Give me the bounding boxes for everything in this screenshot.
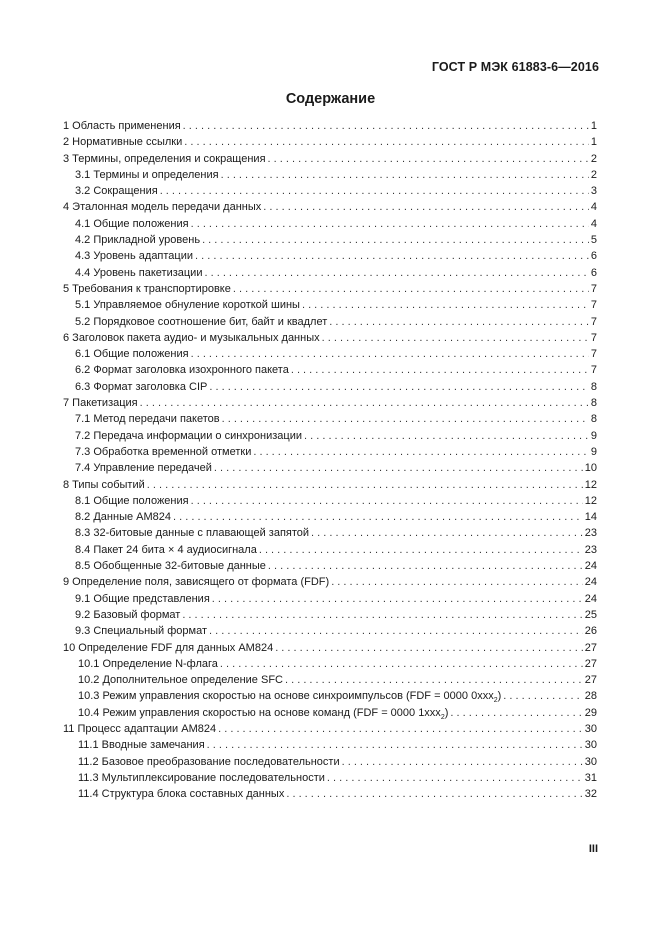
toc-leader-dots	[209, 623, 583, 639]
toc-leader-dots	[331, 574, 583, 590]
toc-leader-dots	[184, 134, 589, 150]
toc-entry-label: 10.3 Режим управления скоростью на основе синхроимпульсов (FDF = 0000 0xxx$_2$)	[78, 690, 502, 705]
toc-entry-page: 14	[584, 511, 597, 524]
toc-entry-page: 30	[584, 755, 597, 768]
toc-entry[interactable]	[63, 574, 597, 590]
toc-entry[interactable]	[63, 525, 597, 541]
toc-entry-page: 7	[590, 331, 597, 344]
toc-entry[interactable]	[63, 623, 597, 639]
toc-entry[interactable]	[63, 151, 597, 167]
toc-entry-label: 4.2 Прикладной уровень	[75, 234, 201, 247]
toc-entry-label: 11.4 Структура блока составных данных	[78, 788, 285, 801]
toc-entry-page: 31	[584, 771, 597, 784]
toc-leader-dots	[218, 721, 583, 737]
toc-entry-label: 7 Пакетизация	[63, 397, 138, 410]
toc-leader-dots	[263, 199, 589, 215]
toc-leader-dots	[302, 297, 589, 313]
toc-entry-label: 11 Процесс адаптации AM824	[63, 722, 217, 735]
toc-entry-page: 8	[590, 397, 597, 410]
toc-entry-label: 9.1 Общие представления	[75, 592, 210, 605]
toc-entry[interactable]	[63, 183, 597, 199]
toc-leader-dots	[209, 379, 589, 395]
toc-entry[interactable]	[63, 395, 597, 411]
toc-leader-dots	[191, 493, 583, 509]
toc-entry-label: 8.4 Пакет 24 бита × 4 аудиосигнала	[75, 543, 257, 556]
toc-leader-dots	[202, 232, 589, 248]
toc-entry[interactable]	[63, 509, 597, 525]
toc-entry[interactable]	[63, 428, 597, 444]
toc-entry[interactable]	[63, 281, 597, 297]
toc-entry-page: 27	[584, 657, 597, 670]
toc-leader-dots	[233, 281, 589, 297]
toc-entry-label: 8 Типы событий	[63, 478, 145, 491]
toc-entry[interactable]	[63, 721, 597, 737]
page-title: Содержание	[285, 91, 376, 107]
toc-leader-dots	[182, 607, 582, 623]
toc-entry-page: 2	[590, 152, 597, 165]
toc-entry[interactable]	[63, 379, 597, 395]
toc-leader-dots	[304, 428, 589, 444]
toc-leader-dots	[220, 656, 583, 672]
toc-entry-label: 5.2 Порядковое соотношение бит, байт и квадлет	[75, 315, 328, 328]
toc-entry-label: 8.1 Общие положения	[75, 494, 189, 507]
toc-leader-dots	[322, 330, 589, 346]
toc-entry-label: 10.2 Дополнительное определение SFC	[78, 674, 283, 687]
toc-leader-dots	[291, 362, 589, 378]
toc-entry-page: 1	[590, 136, 597, 149]
toc-leader-dots	[214, 460, 583, 476]
toc-leader-dots	[207, 737, 583, 753]
toc-entry[interactable]	[63, 216, 597, 232]
toc-entry-page: 2	[590, 168, 597, 181]
toc-entry[interactable]	[63, 346, 597, 362]
toc-entry-page: 29	[584, 706, 597, 719]
toc-entry[interactable]	[63, 640, 597, 656]
toc-entry-page: 28	[584, 690, 597, 703]
toc-entry[interactable]	[63, 786, 597, 802]
toc-entry[interactable]	[63, 542, 597, 558]
toc-entry-page: 8	[590, 413, 597, 426]
toc-entry[interactable]	[63, 362, 597, 378]
toc-entry-label: 3.1 Термины и определения	[75, 168, 219, 181]
toc-entry-page: 24	[584, 592, 597, 605]
toc-entry-page: 5	[590, 234, 597, 247]
toc-leader-dots	[327, 770, 583, 786]
toc-entry-page: 9	[590, 429, 597, 442]
toc-entry-page: 6	[590, 250, 597, 263]
toc-entry-page: 30	[584, 722, 597, 735]
toc-entry-label: 4 Эталонная модель передачи данных	[63, 201, 262, 214]
toc-entry-page: 7	[590, 282, 597, 295]
toc-entry-label: 6.1 Общие положения	[75, 348, 189, 361]
toc-entry-page: 32	[584, 788, 597, 801]
toc-entry[interactable]	[63, 444, 597, 460]
toc-entry-label: 5.1 Управляемое обнуление короткой шины	[75, 299, 300, 312]
toc-entry-label: 3 Термины, определения и сокращения	[63, 152, 266, 165]
toc-entry[interactable]	[63, 411, 597, 427]
toc-leader-dots	[285, 672, 583, 688]
toc-entry-page: 6	[590, 266, 597, 279]
toc-entry-label: 6.3 Формат заголовка CIP	[75, 380, 208, 393]
toc-entry-label: 4.4 Уровень пакетизации	[75, 266, 203, 279]
toc-entry-page: 25	[584, 608, 597, 621]
page-number: III	[588, 843, 598, 855]
toc-leader-dots	[147, 477, 583, 493]
toc-leader-dots	[503, 688, 582, 704]
toc-leader-dots	[140, 395, 589, 411]
toc-entry-page: 24	[584, 576, 597, 589]
toc-entry-page: 23	[584, 543, 597, 556]
toc-leader-dots	[342, 754, 583, 770]
toc-entry[interactable]	[63, 167, 597, 183]
toc-entry-page: 7	[590, 315, 597, 328]
toc-entry[interactable]	[63, 493, 597, 509]
toc-leader-dots	[173, 509, 583, 525]
toc-entry[interactable]	[63, 134, 597, 150]
toc-leader-dots	[191, 216, 589, 232]
toc-entry[interactable]	[63, 770, 597, 786]
toc-entry-page: 27	[584, 641, 597, 654]
toc-leader-dots	[259, 542, 583, 558]
document-code: ГОСТ Р МЭК 61883-6—2016	[431, 60, 599, 74]
toc-entry-label: 9.3 Специальный формат	[75, 625, 208, 638]
toc-entry[interactable]	[63, 265, 597, 281]
toc-entry-page: 7	[590, 348, 597, 361]
toc-leader-dots	[253, 444, 589, 460]
toc-entry-label: 11.1 Вводные замечания	[78, 739, 205, 752]
toc-entry[interactable]	[63, 607, 597, 623]
toc-entry-page: 7	[590, 364, 597, 377]
toc-entry-page: 23	[584, 527, 597, 540]
toc-leader-dots	[160, 183, 589, 199]
toc-entry[interactable]	[63, 297, 597, 313]
toc-leader-dots	[450, 705, 582, 721]
toc-entry-label: 11.2 Базовое преобразование последовательности	[78, 755, 340, 768]
toc-entry-label: 8.3 32-битовые данные с плавающей запятой	[75, 527, 310, 540]
toc-entry-label: 11.3 Мультиплексирование последовательности	[78, 771, 325, 784]
toc-entry-page: 26	[584, 625, 597, 638]
toc-entry[interactable]	[63, 330, 597, 346]
toc-leader-dots	[195, 248, 589, 264]
toc-entry-label: 10 Определение FDF для данных AM824	[63, 641, 274, 654]
toc-entry[interactable]	[63, 314, 597, 330]
toc-entry[interactable]	[63, 656, 597, 672]
toc-entry-label: 7.4 Управление передачей	[75, 462, 212, 475]
toc-entry-label: 4.3 Уровень адаптации	[75, 250, 194, 263]
toc-leader-dots	[275, 640, 583, 656]
toc-entry-label: 1 Область применения	[63, 120, 181, 132]
toc-leader-dots	[268, 151, 589, 167]
toc-leader-dots	[222, 411, 589, 427]
toc-entry-label: 6.2 Формат заголовка изохронного пакета	[75, 364, 289, 377]
toc-entry[interactable]	[63, 591, 597, 607]
toc-leader-dots	[191, 346, 589, 362]
toc-entry[interactable]	[63, 705, 597, 721]
toc-entry-label: 7.2 Передача информации о синхронизации	[75, 429, 302, 442]
toc-entry-label: 4.1 Общие положения	[75, 217, 189, 230]
toc-entry-label: 7.3 Обработка временной отметки	[75, 445, 252, 458]
toc-entry[interactable]	[63, 558, 597, 574]
toc-entry-page: 10	[584, 462, 597, 475]
toc-leader-dots	[221, 167, 589, 183]
toc-entry-label: 10.4 Режим управления скоростью на основе команд (FDF = 0000 1xxx$_2$)	[78, 706, 449, 721]
toc-entry-label: 3.2 Сокращения	[75, 185, 158, 198]
table-of-contents	[63, 118, 597, 802]
toc-entry-label: 9.2 Базовый формат	[75, 608, 181, 621]
toc-entry-page: 27	[584, 674, 597, 687]
toc-entry-page: 24	[584, 560, 597, 573]
toc-entry-label: 2 Нормативные ссылки	[63, 136, 183, 149]
toc-entry-page: 8	[590, 380, 597, 393]
toc-entry-label: 8.2 Данные AM824	[75, 511, 171, 524]
toc-entry[interactable]	[63, 672, 597, 688]
toc-entry-page: 12	[584, 494, 597, 507]
toc-entry-label: 9 Определение поля, зависящего от формата (FDF)	[63, 576, 330, 589]
toc-entry-page: 7	[590, 299, 597, 312]
toc-entry-label: 5 Требования к транспортировке	[63, 282, 231, 295]
toc-leader-dots	[204, 265, 588, 281]
toc-entry[interactable]	[63, 688, 597, 704]
toc-entry[interactable]	[63, 754, 597, 770]
toc-entry[interactable]	[63, 477, 597, 493]
toc-leader-dots	[311, 525, 583, 541]
toc-entry-page: 4	[590, 201, 597, 214]
toc-entry-label: 10.1 Определение N-флага	[78, 657, 218, 670]
toc-leader-dots	[183, 118, 589, 134]
toc-entry-page: 30	[584, 739, 597, 752]
toc-entry-page: 1	[590, 120, 597, 132]
toc-leader-dots	[286, 786, 582, 802]
toc-entry[interactable]	[63, 118, 597, 134]
toc-leader-dots	[329, 314, 589, 330]
toc-entry-label: 8.5 Обобщенные 32-битовые данные	[75, 560, 266, 573]
toc-entry-page: 4	[590, 217, 597, 230]
toc-entry-page: 9	[590, 445, 597, 458]
toc-entry[interactable]	[63, 460, 597, 476]
toc-entry-page: 12	[584, 478, 597, 491]
toc-entry-page: 3	[590, 185, 597, 198]
toc-entry[interactable]	[63, 737, 597, 753]
toc-leader-dots	[268, 558, 583, 574]
toc-leader-dots	[212, 591, 583, 607]
toc-entry[interactable]	[63, 199, 597, 215]
toc-entry-label: 6 Заголовок пакета аудио- и музыкальных данных	[63, 331, 320, 344]
toc-entry-label: 7.1 Метод передачи пакетов	[75, 413, 220, 426]
toc-entry[interactable]	[63, 232, 597, 248]
toc-entry[interactable]	[63, 248, 597, 264]
